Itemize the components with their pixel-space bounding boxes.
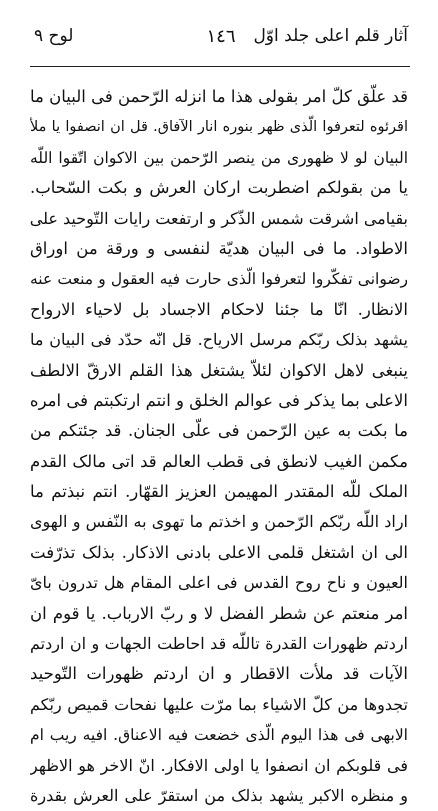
text-line: تجدوها من کلّ الاشیاء بما مرّت علیها نفحات قمیص ربّکم: [30, 694, 408, 714]
page-number: ١٤٦: [206, 26, 236, 47]
tablet-label: لوح ٩: [34, 26, 74, 46]
text-line: الی ان اشتغل قلمی الاعلی بادنی الاذکار. بذلک تذرّفت: [30, 542, 408, 562]
text-line: رضوانی تفکّروا لتعرفوا الّذی حارت فیه العقول و منعت عنه: [30, 270, 408, 289]
text-line: و منظره الاکبر یشهد بذلک من استقرّ علی العرش بقدرة: [30, 785, 408, 805]
text-line: یا من بقولکم اضطربت ارکان العرش و بکت السّحاب.: [30, 178, 408, 198]
text-line: امر منعتم عن شطر الفضل لا و ربّ الارباب. یا قوم ان: [30, 603, 408, 623]
body-text: [30, 82, 408, 811]
text-line: الملک للّه المقتدر المهیمن العزیز القهّار. انتم نبذتم ما: [30, 482, 408, 502]
header-rule: [30, 66, 410, 67]
text-line: بقیامی اشرقت شمس الذّکر و ارتفعت رایات التّوحید علی: [30, 208, 408, 228]
text-line: الاطواد. ما فی البیان هدیّة لنفسی و ورقة من اوراق: [30, 238, 408, 258]
text-line: ینبغی لاهل الاکوان لئلاّ یشتغل هذا القلم الارقّ الالطف: [30, 360, 408, 380]
book-title: آثار قلم اعلی جلد اوّل: [253, 26, 408, 46]
text-line: یشهد بذلک ربّکم مرسل الارياح. قل انّه حدّد فی البیان ما: [30, 330, 408, 350]
text-line: الاعلی بما یذکر فی عوالم الخلق و انتم ارتکبتم فی امره: [30, 390, 408, 410]
text-line: اردتم ظهورات القدرة تاللّه قد احاطت الجهات و ان اردتم: [30, 634, 408, 654]
text-line: البیان لو لا ظهوری من ینصر الرّحمن بین الاکوان اتّقوا اللّه: [30, 148, 408, 167]
text-line: اراد اللّه ربّکم الرّحمن و اخذتم ما تهوی به النّفس و الهوی: [30, 512, 408, 532]
text-line: الآیات قد ملأت الاقطار و ان اردتم ظهورات التّوحید: [30, 664, 408, 684]
text-line: فی قلوبکم ان انصفوا یا اولی الافکار. انّ الاخر هو الاظهر: [30, 755, 408, 775]
text-line: اقرئوه لتعرفوا الّذی ظهر بنوره انار الآفاق. قل ان انصفوا یا ملأ: [30, 119, 408, 136]
text-line: قد علّق کلّ امر بقولی هذا ما انزله الرّحمن فی البیان ما: [30, 87, 408, 106]
page-header: [34, 26, 408, 58]
text-line: مکمن الغیب لانطق فی قطب العالم قد اتی مالک القدم: [30, 451, 408, 471]
text-line: الانظار. انّا ما جئنا لاحکام الاجساد بل لاحیاء الارواح: [30, 299, 408, 319]
text-line: الابهی فی هذا الیوم الّذی خضعت فیه الاعناق. افیه ریب ام: [30, 726, 408, 745]
text-line: ما بکت به عین الرّحمن فی علّی الجنان. قد جئتکم من: [30, 421, 408, 441]
text-line: العیون و ناح روح القدس فی اعلی المقام هل تدرون بایّ: [30, 573, 408, 593]
